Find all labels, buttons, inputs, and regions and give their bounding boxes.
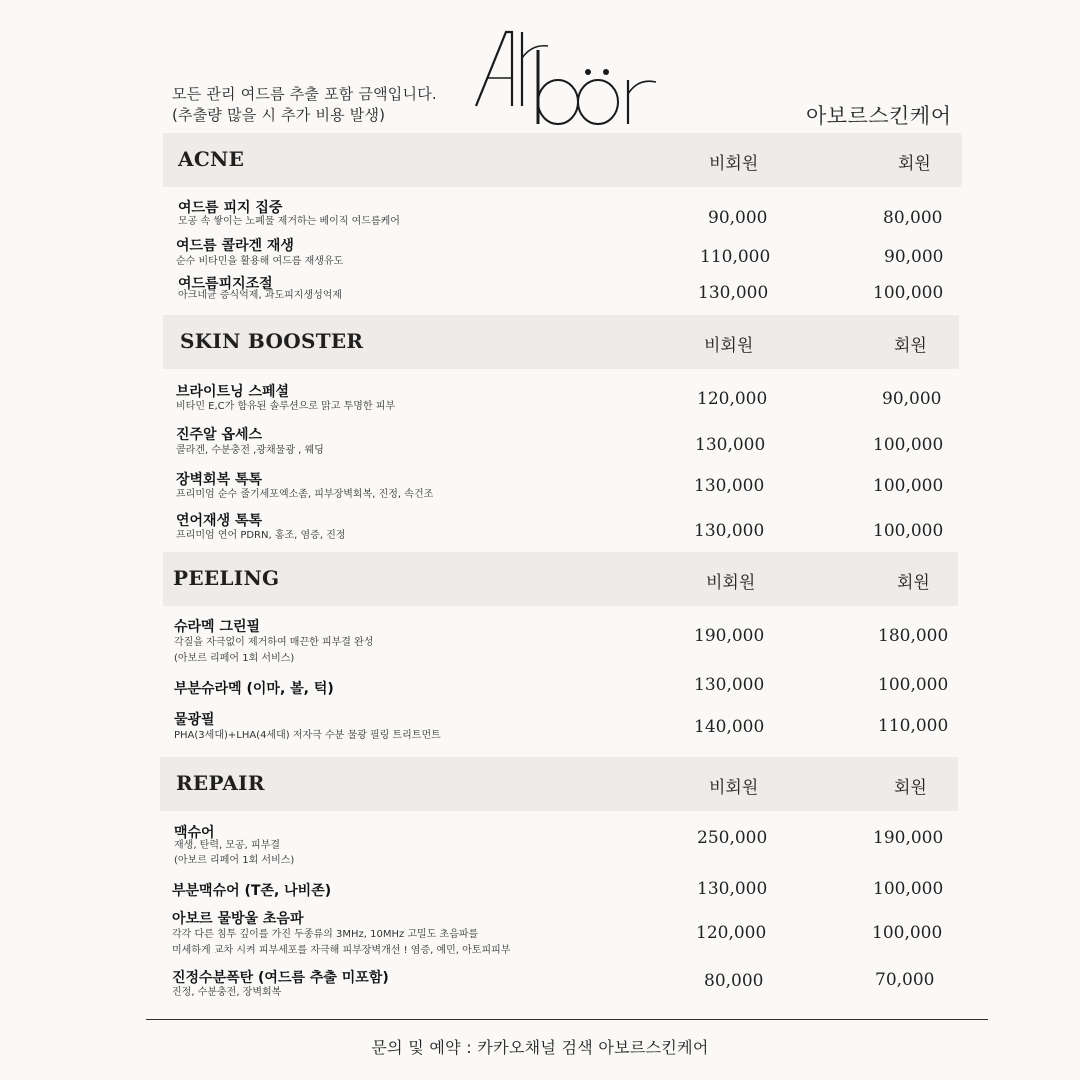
- price-member: 100,000: [873, 879, 944, 899]
- price-member: 100,000: [873, 521, 944, 541]
- section-header-repair: [160, 757, 958, 811]
- section-header-peeling: [163, 552, 958, 606]
- price-member: 110,000: [878, 716, 949, 736]
- item-desc: (아보르 리페어 1회 서비스): [174, 855, 295, 866]
- price-nonmember: 130,000: [694, 521, 765, 541]
- column-member: 회원: [894, 778, 927, 798]
- item-name: 장벽회복 톡톡: [176, 472, 263, 488]
- price-nonmember: 120,000: [697, 389, 768, 409]
- price-member: 100,000: [873, 283, 944, 303]
- notice-line-1: 모든 관리 여드름 추출 포함 금액입니다.: [172, 85, 437, 103]
- price-nonmember: 80,000: [704, 971, 764, 991]
- item-desc: PHA(3세대)+LHA(4세대) 저자극 수분 물광 필링 트리트먼트: [174, 730, 441, 741]
- item-name: 부분슈라멕 (이마, 볼, 턱): [174, 681, 334, 697]
- item-name: 물광필: [174, 712, 215, 728]
- price-member: 70,000: [875, 970, 935, 990]
- brand-name-kr: 아보르스킨케어: [806, 104, 952, 128]
- item-desc: 아크네균 증식억제, 과도피지생성억제: [178, 290, 343, 301]
- brand-logo: [472, 28, 662, 132]
- section-header-acne: [163, 133, 962, 187]
- item-desc: 각질을 자극없이 제거하여 매끈한 피부결 완성: [174, 637, 374, 648]
- item-desc: 재생, 탄력, 모공, 피부결: [174, 840, 281, 851]
- item-desc: 비타민 E,C가 함유된 솔루션으로 맑고 투명한 피부: [176, 401, 396, 412]
- item-desc: 모공 속 쌓이는 노폐물 제거하는 베이직 여드름케어: [178, 216, 400, 227]
- item-name: 여드름 콜라겐 재생: [176, 238, 294, 254]
- column-nonmember: 비회원: [704, 336, 754, 356]
- price-member: 90,000: [882, 389, 942, 409]
- price-member: 80,000: [883, 208, 943, 228]
- arbor-logo-mark: [472, 28, 662, 132]
- price-nonmember: 190,000: [694, 626, 765, 646]
- item-desc: 프리미엄 연어 PDRN, 홍조, 염증, 진정: [176, 530, 346, 541]
- price-member: 100,000: [873, 435, 944, 455]
- item-name: 여드름 피지 집중: [178, 200, 283, 216]
- item-name: 여드름피지조절: [178, 276, 273, 292]
- price-nonmember: 130,000: [698, 283, 769, 303]
- price-nonmember: 140,000: [694, 717, 765, 737]
- item-name: 연어재생 톡톡: [176, 513, 263, 529]
- footer-contact: 문의 및 예약 : 카카오채널 검색 아보르스킨케어: [371, 1038, 709, 1057]
- item-name: 아보르 물방울 초음파: [172, 911, 304, 927]
- price-nonmember: 250,000: [697, 828, 768, 848]
- item-desc: 순수 비타민을 활용해 여드름 재생유도: [176, 256, 344, 267]
- section-title: ACNE: [178, 147, 245, 171]
- column-member: 회원: [898, 154, 931, 174]
- price-nonmember: 90,000: [708, 208, 768, 228]
- item-desc: 콜라겐, 수분충전 ,광채물광 , 웨딩: [176, 445, 324, 456]
- price-nonmember: 120,000: [696, 923, 767, 943]
- column-member: 회원: [897, 573, 930, 593]
- item-desc: 미세하게 교차 시켜 피부세포를 자극해 피부장벽개선 ! 염증, 예민, 아토피피부: [172, 945, 511, 956]
- price-nonmember: 130,000: [694, 675, 765, 695]
- column-nonmember: 비회원: [709, 778, 759, 798]
- column-nonmember: 비회원: [709, 154, 759, 174]
- price-member: 100,000: [878, 675, 949, 695]
- price-member: 100,000: [872, 923, 943, 943]
- price-member: 90,000: [884, 247, 944, 267]
- price-member: 180,000: [878, 626, 949, 646]
- section-title: REPAIR: [176, 771, 265, 795]
- item-desc: (아보르 리페어 1회 서비스): [174, 653, 295, 664]
- price-member: 100,000: [873, 476, 944, 496]
- item-name: 진주알 옵세스: [176, 427, 263, 443]
- section-title: SKIN BOOSTER: [180, 329, 364, 353]
- item-name: 진정수분폭탄 (여드름 추출 미포함): [172, 970, 389, 986]
- item-name: 맥슈어: [174, 825, 215, 841]
- price-nonmember: 130,000: [697, 879, 768, 899]
- section-title: PEELING: [173, 566, 280, 590]
- footer-divider: [146, 1019, 988, 1020]
- price-nonmember: 130,000: [694, 476, 765, 496]
- column-nonmember: 비회원: [706, 573, 756, 593]
- item-name: 부분맥슈어 (T존, 나비존): [172, 883, 332, 899]
- notice-line-2: (추출량 많을 시 추가 비용 발생): [172, 106, 386, 124]
- price-nonmember: 110,000: [700, 247, 771, 267]
- section-header-skin-booster: [163, 315, 959, 369]
- column-member: 회원: [894, 336, 927, 356]
- notice: [172, 84, 437, 126]
- price-member: 190,000: [873, 828, 944, 848]
- price-nonmember: 130,000: [695, 435, 766, 455]
- item-name: 브라이트닝 스페셜: [176, 384, 290, 400]
- item-desc: 각각 다른 침투 깊이를 가진 두종류의 3MHz, 10MHz 고밀도 초음파를: [172, 929, 479, 940]
- item-desc: 프리미엄 순수 줄기세포엑소좀, 피부장벽회복, 진정, 속건조: [176, 489, 434, 500]
- item-desc: 진정, 수분충전, 장벽회복: [172, 987, 282, 998]
- item-name: 슈라멕 그린필: [174, 619, 261, 635]
